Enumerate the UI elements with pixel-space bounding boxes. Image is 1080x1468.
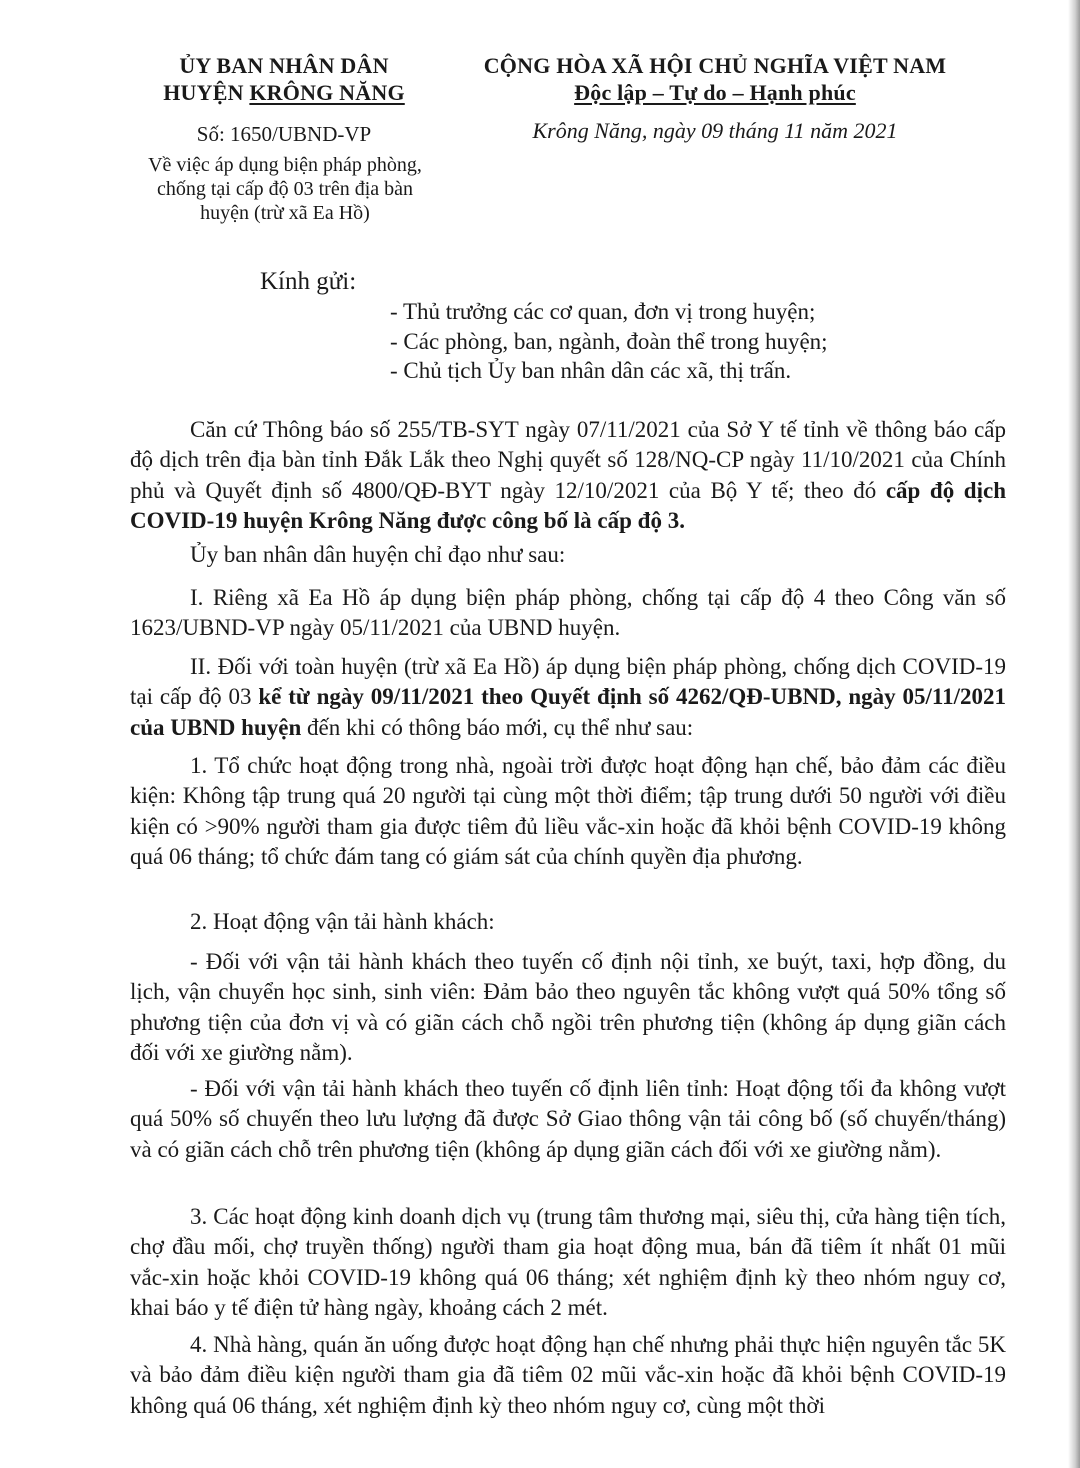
recipient-item: - Thủ trưởng các cơ quan, đơn vị trong huyện; [390, 299, 816, 324]
issuer-district-underlined: KRÔNG NĂNG [249, 80, 405, 105]
paragraph-item-2-inter: - Đối với vận tải hành khách theo tuyến cố định liên tỉnh: Hoạt động tối đa không vượt quá 50% số chuyến theo lưu lượng đã được Sở Giao thông vận tải công bố (số chuyến/tháng) và có giãn cách chỗ trên phương tiện (không áp dụng giãn cách đối với xe giường nằm). [130, 1076, 1006, 1162]
document-number: Số: 1650/UBND-VP [196, 122, 372, 146]
recipients-label: Kính gửi: [260, 268, 357, 295]
paragraph-section-2: II. Đối với toàn huyện (trừ xã Ea Hồ) áp dụng biện pháp phòng, chống dịch COVID-19 tại cấp độ 03 kể từ ngày 09/11/2021 theo Quyết định số 4262/QĐ-UBND, ngày 05/11/2021 của UBND huyện đến khi có thông báo mới, cụ thể như sau: [130, 654, 1006, 740]
paragraph-item-1: 1. Tổ chức hoạt động trong nhà, ngoài trời được hoạt động hạn chế, bảo đảm các điều kiện: Không tập trung quá 20 người tại cùng một thời điểm; tập trung dưới 50 người với điều kiện có >90% người tham gia được tiêm đủ liều vắc-xin hoặc đã khỏi bệnh COVID-19 không quá 06 tháng; tổ chức đám tang có giám sát của chính quyền địa phương. [130, 753, 1006, 869]
paragraph-item-2: 2. Hoạt động vận tải hành khách: [190, 909, 495, 934]
national-title: CỘNG HÒA XÃ HỘI CHỦ NGHĨA VIỆT NAM [483, 53, 947, 78]
recipient-item: - Các phòng, ban, ngành, đoàn thể trong huyện; [390, 328, 828, 354]
national-motto: Độc lập – Tự do – Hạnh phúc [574, 80, 856, 105]
recipients-list [390, 297, 828, 386]
issuer-district: HUYỆN KRÔNG NĂNG [163, 80, 405, 105]
page-edge-shadow [1068, 0, 1080, 1468]
document-date: Krông Năng, ngày 09 tháng 11 năm 2021 [532, 118, 898, 143]
paragraph-section-1: I. Riêng xã Ea Hồ áp dụng biện pháp phòng, chống tại cấp độ 4 theo Công văn số 1623/UBND-VP ngày 05/11/2021 của UBND huyện. [130, 585, 1006, 641]
paragraph-legal-basis: Căn cứ Thông báo số 255/TB-SYT ngày 07/11/2021 của Sở Y tế tỉnh về thông báo cấp độ dịch trên địa bàn tỉnh Đắk Lắk theo Nghị quyết số 128/NQ-CP ngày 11/10/2021 của Chính phủ và Quyết định số 4800/QĐ-BYT ngày 12/10/2021 của Bộ Y tế; theo đó cấp độ dịch COVID-19 huyện Krông Năng được công bố là cấp độ 3. [130, 417, 1006, 533]
document-subject: Về việc áp dụng biện pháp phòng, chống tại cấp độ 03 trên địa bàn huyện (trừ xã Ea Hồ) [148, 154, 422, 224]
paragraph-item-2-intra: - Đối với vận tải hành khách theo tuyến cố định nội tỉnh, xe buýt, taxi, hợp đồng, du lịch, vận chuyển học sinh, sinh viên: Đảm bảo theo nguyên tắc không vượt quá 50% tổng số phương tiện của đơn vị và có giãn cách chỗ ngồi trên phương tiện (không áp dụng giãn cách đối với xe giường nằm). [130, 949, 1006, 1065]
paragraph-item-4: 4. Nhà hàng, quán ăn uống được hoạt động hạn chế nhưng phải thực hiện nguyên tắc 5K và bảo đảm điều kiện người tham gia đã tiêm 02 mũi vắc-xin hoặc đã khỏi bệnh COVID-19 không quá 06 tháng, xét nghiệm định kỳ theo nhóm nguy cơ, cùng một thời [130, 1332, 1006, 1418]
paragraph-item-3: 3. Các hoạt động kinh doanh dịch vụ (trung tâm thương mại, siêu thị, cửa hàng tiện tích, chợ đầu mối, chợ truyền thống) người tham gia hoạt động mua, bán đã tiêm ít nhất 01 mũi vắc-xin hoặc khỏi COVID-19 không quá 06 tháng; xét nghiệm định kỳ theo nhóm nguy cơ, khai báo y tế điện tử hàng ngày, khoảng cách 2 mét. [130, 1204, 1006, 1320]
issuer-name: ỦY BAN NHÂN DÂN [179, 53, 389, 78]
recipient-item: - Chủ tịch Ủy ban nhân dân các xã, thị trấn. [390, 358, 792, 383]
paragraph-directive-intro: Ủy ban nhân dân huyện chỉ đạo như sau: [190, 542, 566, 567]
